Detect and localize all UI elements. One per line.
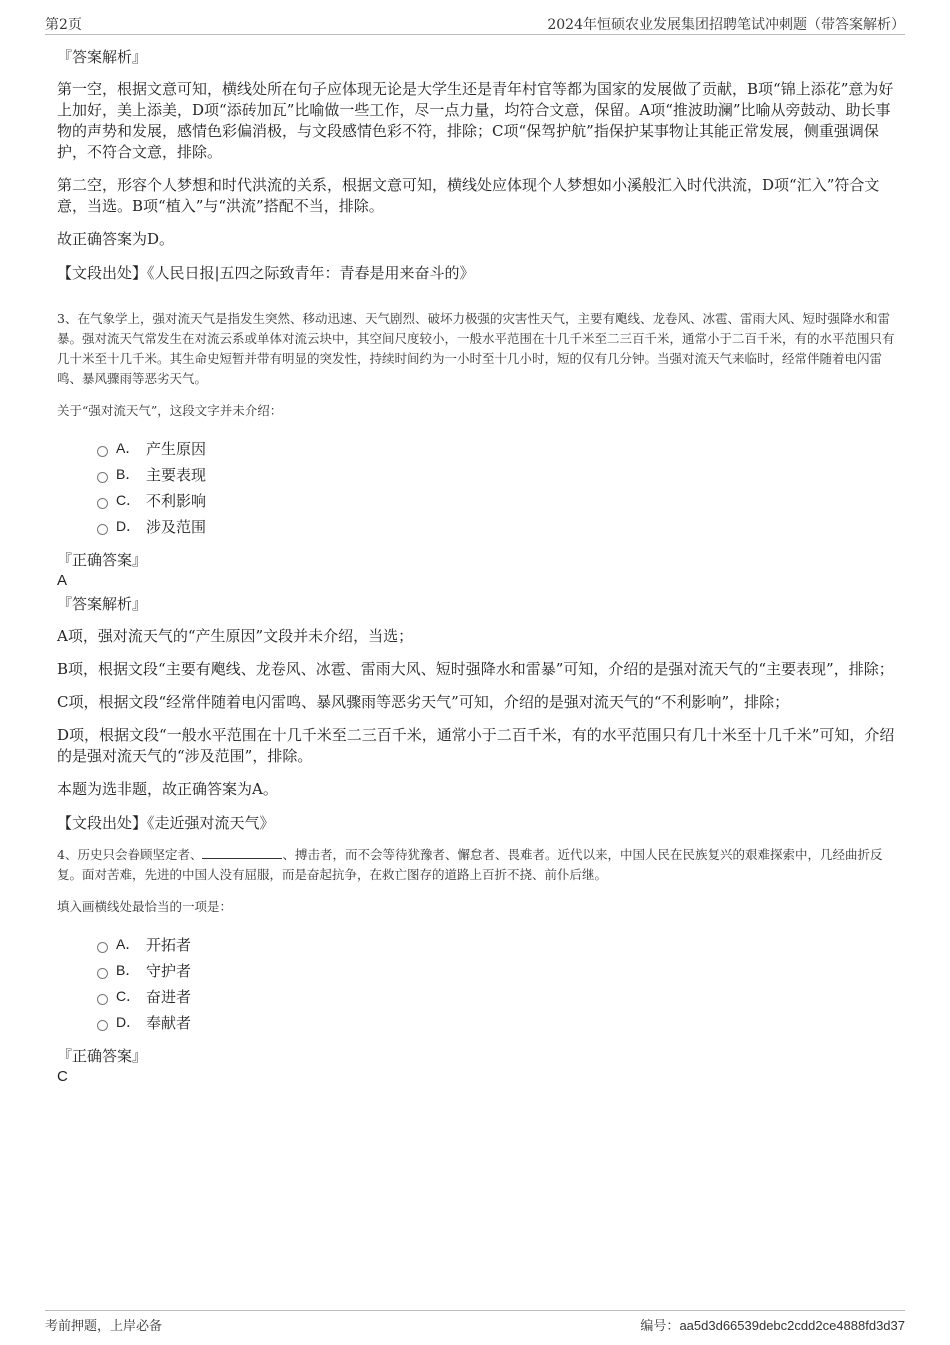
q3-option-b[interactable]: B． 主要表现 xyxy=(97,461,897,487)
q2-analysis-para: 第二空，形容个人梦想和时代洪流的关系，根据文意可知，横线处应体现个人梦想如小溪般汇入时代洪流，D项“汇入”符合文意，当选。B项“植入”与“洪流”搭配不当，排除。 xyxy=(57,176,880,215)
page-number: 第2页 xyxy=(45,17,82,33)
q4-option-d[interactable]: D． 奉献者 xyxy=(97,1009,897,1035)
q3-source: 【文段出处】《走近强对流天气》 xyxy=(57,814,275,832)
q4-stem: 4、历史只会眷顾坚定者、 、搏击者，而不会等待犹豫者、懈怠者、畏难者。近代以来，中国人民在民族复兴的艰难探索中，几经曲折反复。面对苦难，先进的中国人没有屈服，而是奋起抗争，在救亡图存的道路上百折不挠、前仆后继。 xyxy=(57,847,883,882)
q3-analysis-para: C项，根据文段“经常伴随着电闪雷鸣、暴风骤雨等恶劣天气”可知，介绍的是强对流天气的“不利影响”，排除； xyxy=(57,693,790,711)
radio-button[interactable] xyxy=(97,1020,108,1031)
q3-option-d[interactable]: D． 涉及范围 xyxy=(97,513,897,539)
fill-blank xyxy=(202,846,282,859)
q3-analysis-para: D项，根据文段“一般水平范围在十几千米至二三百千米，通常小于二百千米，有的水平范围只有几十米至十几千米”可知，介绍的是强对流天气的“涉及范围”，排除。 xyxy=(57,726,895,765)
q4-option-b[interactable]: B． 守护者 xyxy=(97,957,897,983)
page-footer xyxy=(45,1310,905,1335)
radio-button[interactable] xyxy=(97,942,108,953)
q2-analysis-label: 『答案解析』 xyxy=(57,48,148,66)
q3-option-a[interactable]: A． 产生原因 xyxy=(97,435,897,461)
q3-answer: A xyxy=(57,572,68,589)
document-title: 2024年恒硕农业发展集团招聘笔试冲刺题（带答案解析） xyxy=(547,17,905,33)
q2-source: 【文段出处】《人民日报|五四之际致青年：青春是用来奋斗的》 xyxy=(57,264,475,282)
page-header xyxy=(45,14,905,35)
footer-slogan: 考前押题，上岸必备 xyxy=(45,1319,163,1334)
footer-code: 编号：aa5d3d66539debc2cdd2ce4888fd3d37 xyxy=(640,1318,905,1334)
q3-option-c[interactable]: C． 不利影响 xyxy=(97,487,897,513)
radio-button[interactable] xyxy=(97,968,108,979)
q3-analysis-para: A项，强对流天气的“产生原因”文段并未介绍，当选； xyxy=(57,627,414,645)
q4-answer: C xyxy=(57,1068,68,1085)
q3-answer-label: 『正确答案』 xyxy=(57,551,148,569)
q3-conclusion: 本题为选非题，故正确答案为A。 xyxy=(57,780,278,798)
q4-option-c[interactable]: C． 奋进者 xyxy=(97,983,897,1009)
q4-answer-label: 『正确答案』 xyxy=(57,1047,148,1065)
q3-analysis-label: 『答案解析』 xyxy=(57,595,148,613)
q2-conclusion: 故正确答案为D。 xyxy=(57,230,175,248)
q3-stem: 3、在气象学上，强对流天气是指发生突然、移动迅速、天气剧烈、破坏力极强的灾害性天气，主要有飑线、龙卷风、冰雹、雷雨大风、短时强降水和雷暴。强对流天气常发生在对流云系或单体对流云块中，其空间尺度较小，一般水平范围在十几千米至二三百千米，通常小于二百千米，有的水平范围只有几十米至十几千米。其生命史短暂并带有明显的突发性，持续时间约为一小时至十几小时，短的仅有几分钟。当强对流天气来临时，经常伴随着电闪雷鸣、暴风骤雨等恶劣天气。 xyxy=(57,311,895,386)
q4-options xyxy=(97,931,897,1035)
q3-prompt: 关于“强对流天气”，这段文字并未介绍： xyxy=(57,403,283,418)
radio-button[interactable] xyxy=(97,524,108,535)
radio-button[interactable] xyxy=(97,472,108,483)
radio-button[interactable] xyxy=(97,994,108,1005)
page-content xyxy=(57,46,897,1089)
radio-button[interactable] xyxy=(97,446,108,457)
q3-options xyxy=(97,435,897,539)
q4-option-a[interactable]: A． 开拓者 xyxy=(97,931,897,957)
q2-analysis-para: 第一空，根据文意可知，横线处所在句子应体现无论是大学生还是青年村官等都为国家的发展做了贡献，B项“锦上添花”意为好上加好，美上添美，D项“添砖加瓦”比喻做一些工作，尽一点力量，均符合文意，保留。A项“推波助澜”比喻从旁鼓动、助长事物的声势和发展，感情色彩偏消极，与文段感情色彩不符，排除；C项“保驾护航”指保护某事物让其能正常发展，侧重强调保护，不符合文意，排除。 xyxy=(57,80,894,161)
q3-analysis-para: B项，根据文段“主要有飑线、龙卷风、冰雹、雷雨大风、短时强降水和雷暴”可知，介绍的是强对流天气的“主要表现”，排除； xyxy=(57,660,894,678)
radio-button[interactable] xyxy=(97,498,108,509)
q4-prompt: 填入画横线处最恰当的一项是： xyxy=(57,899,233,914)
